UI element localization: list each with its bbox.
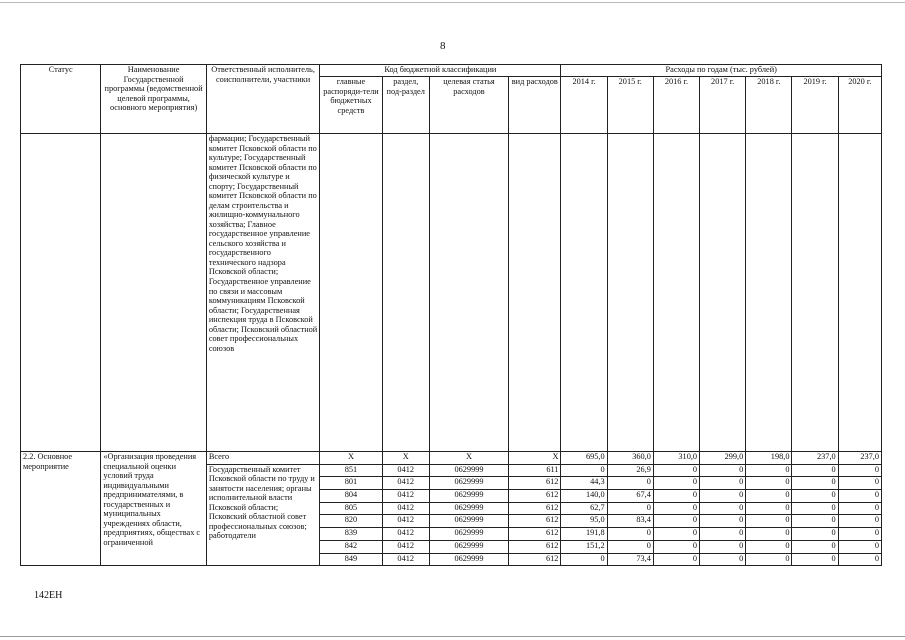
table-cell: 0 bbox=[838, 553, 881, 566]
continued-responsible-text: фармации; Государственный комитет Псковской области по культуре; Государственный комитет Псковской области по физической культуре и спорту; Государственный комитет Псковской области по делам строительства и жилищно-коммунального хозяйства; Главное государственное управление сельского хозяйства и государственного технического надзора Псковской области; Государственное управление по связи и массовым коммуникациям Псковской области; Государственная инспекция труда в Псковской области; Псковский областной совет профессиональных союзов bbox=[206, 134, 320, 452]
table-cell: 612 bbox=[509, 553, 561, 566]
table-cell: 0 bbox=[792, 490, 838, 503]
table-cell: 0 bbox=[700, 553, 746, 566]
table-cell: 842 bbox=[320, 540, 382, 553]
section-status: 2.2. Основное мероприятие bbox=[21, 452, 101, 566]
table-cell: 612 bbox=[509, 528, 561, 541]
participants-text: Государственный комитет Псковской области по труду и занятости населения; органы исполнительной власти Псковской области; Псковский областной совет профессиональных союзов; работодатели bbox=[206, 464, 320, 566]
table-cell: 95,0 bbox=[561, 515, 607, 528]
table-cell: 0 bbox=[746, 553, 792, 566]
table-cell: 0 bbox=[700, 528, 746, 541]
table-cell: 0 bbox=[607, 528, 653, 541]
responsible-header: Ответственный исполнитель, соисполнители, участники bbox=[206, 65, 320, 134]
table-cell: 0412 bbox=[382, 490, 429, 503]
table-cell: 0629999 bbox=[429, 540, 508, 553]
table-cell: 805 bbox=[320, 502, 382, 515]
table-cell: 612 bbox=[509, 502, 561, 515]
table-cell: 0 bbox=[792, 515, 838, 528]
table-cell: 0412 bbox=[382, 553, 429, 566]
table-cell: 0 bbox=[746, 502, 792, 515]
table-cell: X bbox=[382, 452, 429, 465]
table-cell: 0 bbox=[746, 540, 792, 553]
table-cell: 0629999 bbox=[429, 490, 508, 503]
table-cell: 62,7 bbox=[561, 502, 607, 515]
budget-table bbox=[20, 64, 882, 566]
table-cell: 612 bbox=[509, 490, 561, 503]
table-cell: 0 bbox=[746, 515, 792, 528]
table-cell: 0 bbox=[653, 464, 699, 477]
table-cell: 0 bbox=[746, 528, 792, 541]
table-cell: 801 bbox=[320, 477, 382, 490]
table-cell: 0412 bbox=[382, 540, 429, 553]
table-cell: 198,0 bbox=[746, 452, 792, 465]
table-cell: 0 bbox=[838, 540, 881, 553]
table-cell: 0 bbox=[607, 477, 653, 490]
table-cell: 0412 bbox=[382, 515, 429, 528]
table-cell: 612 bbox=[509, 540, 561, 553]
section-name: «Организация проведения специальной оценки условий труда индивидуальными предпринимателями, в государственных и муниципальных учреждениях области, предприятиях, обществах с ограниченной bbox=[101, 452, 206, 566]
name-header: Наименование Государственной программы (ведомственной целевой программы, основного мероприятия) bbox=[101, 65, 206, 134]
table-cell: 804 bbox=[320, 490, 382, 503]
page-number: 8 bbox=[440, 40, 446, 52]
table-cell: 0 bbox=[700, 490, 746, 503]
table-cell: 0 bbox=[700, 540, 746, 553]
target-header: целевая статья расходов bbox=[429, 77, 508, 134]
table-cell: 820 bbox=[320, 515, 382, 528]
table-cell: 0 bbox=[653, 515, 699, 528]
year-header: 2017 г. bbox=[700, 77, 746, 134]
table-cell: 0 bbox=[561, 464, 607, 477]
section-header: раздел, под-раздел bbox=[382, 77, 429, 134]
table-cell: 0 bbox=[653, 502, 699, 515]
table-cell: X bbox=[429, 452, 508, 465]
table-cell: X bbox=[509, 452, 561, 465]
table-cell: 0 bbox=[746, 490, 792, 503]
table-cell: 310,0 bbox=[653, 452, 699, 465]
table-cell: 0 bbox=[700, 477, 746, 490]
budget-code-header: Код бюджетной классификации bbox=[320, 65, 561, 77]
table-cell: 0412 bbox=[382, 477, 429, 490]
bottom-scan-line bbox=[0, 636, 905, 637]
table-cell: 0 bbox=[792, 477, 838, 490]
table-cell: 0 bbox=[653, 540, 699, 553]
table-cell: 0 bbox=[653, 490, 699, 503]
expenses-header: Расходы по годам (тыс. рублей) bbox=[561, 65, 882, 77]
table-cell: X bbox=[320, 452, 382, 465]
total-label: Всего bbox=[206, 452, 320, 465]
table-cell: 83,4 bbox=[607, 515, 653, 528]
table-cell: 73,4 bbox=[607, 553, 653, 566]
table-cell: 0 bbox=[838, 502, 881, 515]
table-cell: 0629999 bbox=[429, 515, 508, 528]
table-cell: 0629999 bbox=[429, 477, 508, 490]
table-cell: 0 bbox=[792, 528, 838, 541]
table-cell: 0412 bbox=[382, 464, 429, 477]
table-cell: 612 bbox=[509, 477, 561, 490]
year-header: 2014 г. bbox=[561, 77, 607, 134]
footer-code: 142ЕН bbox=[34, 590, 63, 601]
table-cell: 0 bbox=[838, 490, 881, 503]
table-cell: 151,2 bbox=[561, 540, 607, 553]
table-cell: 0 bbox=[838, 464, 881, 477]
table-cell: 299,0 bbox=[700, 452, 746, 465]
table-cell: 0629999 bbox=[429, 528, 508, 541]
table-cell: 851 bbox=[320, 464, 382, 477]
table-cell: 360,0 bbox=[607, 452, 653, 465]
table-cell: 0412 bbox=[382, 502, 429, 515]
table-cell: 695,0 bbox=[561, 452, 607, 465]
table-cell: 0 bbox=[653, 553, 699, 566]
year-header: 2019 г. bbox=[792, 77, 838, 134]
table-cell: 0 bbox=[838, 515, 881, 528]
table-row bbox=[21, 452, 882, 465]
table-cell: 0 bbox=[653, 528, 699, 541]
table-cell: 0 bbox=[561, 553, 607, 566]
kind-header: вид расходов bbox=[509, 77, 561, 134]
year-header: 2016 г. bbox=[653, 77, 699, 134]
table-cell: 0 bbox=[792, 464, 838, 477]
table-cell: 237,0 bbox=[792, 452, 838, 465]
table-cell: 0 bbox=[792, 553, 838, 566]
year-header: 2020 г. bbox=[838, 77, 881, 134]
table-cell: 0 bbox=[700, 502, 746, 515]
year-header: 2018 г. bbox=[746, 77, 792, 134]
table-cell: 0 bbox=[792, 540, 838, 553]
table-cell: 0 bbox=[746, 464, 792, 477]
table-cell: 44,3 bbox=[561, 477, 607, 490]
table-cell: 67,4 bbox=[607, 490, 653, 503]
table-cell: 839 bbox=[320, 528, 382, 541]
top-scan-line bbox=[0, 2, 905, 3]
status-header: Статус bbox=[21, 65, 101, 134]
table-cell: 0629999 bbox=[429, 502, 508, 515]
table-cell: 237,0 bbox=[838, 452, 881, 465]
year-header: 2015 г. bbox=[607, 77, 653, 134]
table-cell: 611 bbox=[509, 464, 561, 477]
table-cell: 849 bbox=[320, 553, 382, 566]
table-cell: 0 bbox=[746, 477, 792, 490]
table-cell: 0 bbox=[653, 477, 699, 490]
table-cell: 0 bbox=[700, 515, 746, 528]
table-cell: 0629999 bbox=[429, 464, 508, 477]
table-cell: 0412 bbox=[382, 528, 429, 541]
table-cell: 26,9 bbox=[607, 464, 653, 477]
table-cell: 0 bbox=[838, 528, 881, 541]
table-cell: 140,0 bbox=[561, 490, 607, 503]
table-cell: 0 bbox=[792, 502, 838, 515]
table-cell: 0 bbox=[607, 502, 653, 515]
table-cell: 0629999 bbox=[429, 553, 508, 566]
table-cell: 191,8 bbox=[561, 528, 607, 541]
table-cell: 0 bbox=[607, 540, 653, 553]
table-cell: 0 bbox=[838, 477, 881, 490]
table-cell: 0 bbox=[700, 464, 746, 477]
table-cell: 612 bbox=[509, 515, 561, 528]
grbs-header: главные распоряди-тели бюджетных средств bbox=[320, 77, 382, 134]
